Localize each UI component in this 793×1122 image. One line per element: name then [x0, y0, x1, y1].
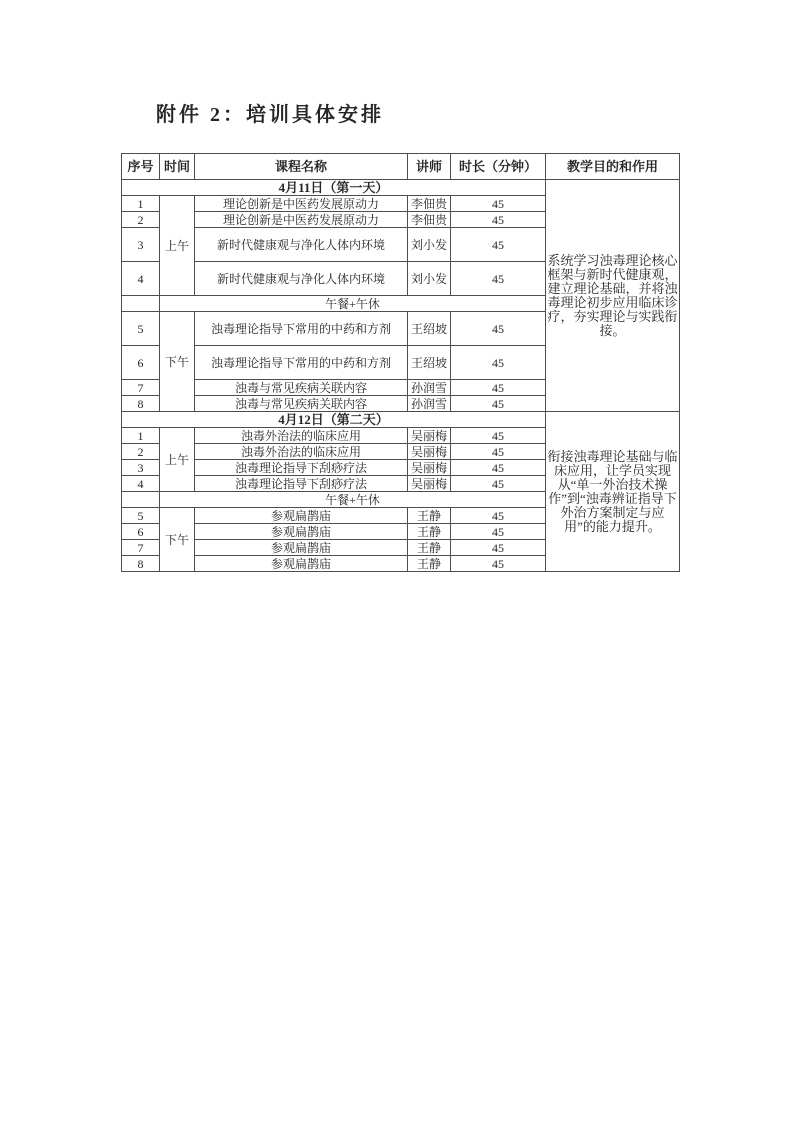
seq-cell-empty	[122, 492, 160, 508]
lecturer-cell: 吴丽梅	[408, 444, 451, 460]
seq-cell: 8	[122, 556, 160, 572]
header-time: 时间	[160, 154, 195, 180]
day2-header-row	[122, 412, 680, 428]
page-title: 附件 2：培训具体安排	[156, 104, 384, 126]
table-header-row	[122, 154, 680, 180]
seq-cell: 3	[122, 228, 160, 262]
seq-cell: 4	[122, 476, 160, 492]
lunch-cell: 午餐+午休	[160, 296, 546, 312]
duration-cell: 45	[451, 428, 546, 444]
lecturer-cell: 孙润雪	[408, 396, 451, 412]
seq-cell: 5	[122, 508, 160, 524]
seq-cell: 5	[122, 312, 160, 346]
seq-cell: 7	[122, 380, 160, 396]
header-course: 课程名称	[195, 154, 408, 180]
lecturer-cell: 孙润雪	[408, 380, 451, 396]
duration-cell: 45	[451, 444, 546, 460]
lecturer-cell: 王静	[408, 540, 451, 556]
seq-cell: 2	[122, 212, 160, 228]
seq-cell: 2	[122, 444, 160, 460]
day1-header-row	[122, 180, 680, 196]
seq-cell: 6	[122, 524, 160, 540]
duration-cell: 45	[451, 460, 546, 476]
seq-cell: 7	[122, 540, 160, 556]
time-cell-morning: 上午	[160, 428, 195, 492]
lecturer-cell: 王绍坡	[408, 312, 451, 346]
lecturer-cell: 吴丽梅	[408, 428, 451, 444]
header-purpose: 教学目的和作用	[546, 154, 680, 180]
time-cell-morning: 上午	[160, 196, 195, 296]
duration-cell: 45	[451, 196, 546, 212]
training-schedule-table	[121, 153, 680, 572]
duration-cell: 45	[451, 212, 546, 228]
course-cell: 浊毒外治法的临床应用	[195, 444, 408, 460]
lecturer-cell: 吴丽梅	[408, 476, 451, 492]
duration-cell: 45	[451, 524, 546, 540]
seq-cell: 6	[122, 346, 160, 380]
seq-cell: 8	[122, 396, 160, 412]
course-cell: 参观扁鹊庙	[195, 524, 408, 540]
course-cell: 浊毒外治法的临床应用	[195, 428, 408, 444]
duration-cell: 45	[451, 556, 546, 572]
header-seq: 序号	[122, 154, 160, 180]
course-cell: 理论创新是中医药发展原动力	[195, 196, 408, 212]
day-header-cell: 4月11日（第一天）	[122, 180, 546, 196]
purpose-cell: 衔接浊毒理论基础与临床应用，让学员实现从“单一外治技术操作”到“浊毒辨证指导下外治方案制定与应用”的能力提升。	[546, 412, 680, 572]
course-cell: 理论创新是中医药发展原动力	[195, 212, 408, 228]
duration-cell: 45	[451, 540, 546, 556]
lecturer-cell: 王静	[408, 524, 451, 540]
duration-cell: 45	[451, 312, 546, 346]
day-header-cell: 4月12日（第二天）	[122, 412, 546, 428]
lecturer-cell: 李佃贵	[408, 196, 451, 212]
duration-cell: 45	[451, 262, 546, 296]
course-cell: 浊毒与常见疾病关联内容	[195, 396, 408, 412]
lecturer-cell: 刘小发	[408, 228, 451, 262]
duration-cell: 45	[451, 508, 546, 524]
duration-cell: 45	[451, 380, 546, 396]
duration-cell: 45	[451, 228, 546, 262]
duration-cell: 45	[451, 476, 546, 492]
duration-cell: 45	[451, 346, 546, 380]
course-cell: 浊毒理论指导下刮痧疗法	[195, 460, 408, 476]
course-cell: 浊毒理论指导下常用的中药和方剂	[195, 346, 408, 380]
lecturer-cell: 王绍坡	[408, 346, 451, 380]
seq-cell: 4	[122, 262, 160, 296]
purpose-cell: 系统学习浊毒理论核心框架与新时代健康观，建立理论基础，并将浊毒理论初步应用临床诊疗，夯实理论与实践衔接。	[546, 180, 680, 412]
time-cell-afternoon: 下午	[160, 508, 195, 572]
course-cell: 新时代健康观与净化人体内环境	[195, 228, 408, 262]
header-duration: 时长（分钟）	[451, 154, 546, 180]
seq-cell: 3	[122, 460, 160, 476]
seq-cell: 1	[122, 196, 160, 212]
time-cell-afternoon: 下午	[160, 312, 195, 412]
lunch-cell: 午餐+午休	[160, 492, 546, 508]
duration-cell: 45	[451, 396, 546, 412]
course-cell: 参观扁鹊庙	[195, 556, 408, 572]
lecturer-cell: 刘小发	[408, 262, 451, 296]
seq-cell: 1	[122, 428, 160, 444]
lecturer-cell: 王静	[408, 556, 451, 572]
course-cell: 浊毒理论指导下常用的中药和方剂	[195, 312, 408, 346]
course-cell: 参观扁鹊庙	[195, 540, 408, 556]
course-cell: 浊毒理论指导下刮痧疗法	[195, 476, 408, 492]
course-cell: 参观扁鹊庙	[195, 508, 408, 524]
course-cell: 浊毒与常见疾病关联内容	[195, 380, 408, 396]
header-lecturer: 讲师	[408, 154, 451, 180]
lecturer-cell: 李佃贵	[408, 212, 451, 228]
seq-cell-empty	[122, 296, 160, 312]
course-cell: 新时代健康观与净化人体内环境	[195, 262, 408, 296]
lecturer-cell: 王静	[408, 508, 451, 524]
lecturer-cell: 吴丽梅	[408, 460, 451, 476]
